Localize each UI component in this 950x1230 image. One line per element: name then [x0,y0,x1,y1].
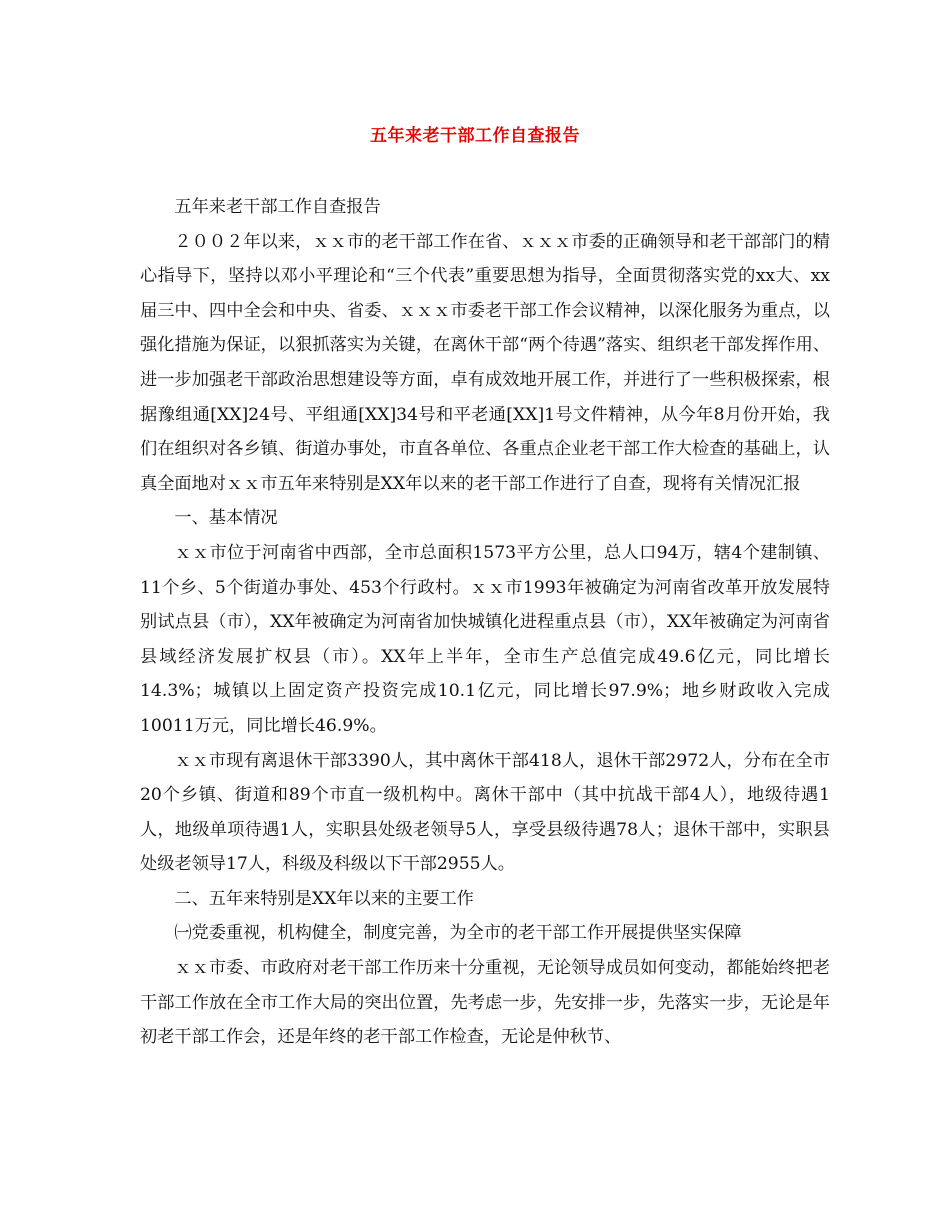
paragraph-city-overview: ｘｘ市位于河南省中西部，全市总面积1573平方公里，总人口94万，辖4个建制镇、11个乡、5个街道办事处、453个行政村。ｘｘ市1993年被确定为河南省改革开放发展特别试点县（市），XX年被确定为河南省加快城镇化进程重点县（市），XX年被确定为河南省县域经济发展扩权县（市）。XX年上半年，全市生产总值完成49.6亿元，同比增长14.3%；城镇以上固定资产投资完成10.1亿元，同比增长97.9%；地乡财政收入完成10011万元，同比增长46.9%。 [140,542,830,736]
subsection-heading-party-attention: ㈠党委重视，机构健全，制度完善，为全市的老干部工作开展提供坚实保障 [174,923,742,944]
section-heading-basic-situation: 一、基本情况 [174,508,278,529]
document-body [140,190,830,1055]
paragraph-heading-repeat: 五年来老干部工作自查报告 [174,197,381,217]
paragraph-retired-cadres: ｘｘ市现有离退休干部3390人，其中离休干部418人，退休干部2972人，分布在全市20个乡镇、街道和89个市直一级机构中。离休干部中（其中抗战干部4人），地级待遇1人，地级单项待遇1人，实职县处级老领导5人，享受县级待遇78人；退休干部中，实职县处级老领导17人，科级及科级以下干部2955人。 [140,750,830,875]
document-title: 五年来老干部工作自查报告 [370,126,580,146]
paragraph-party-attention: ｘｘ市委、市政府对老干部工作历来十分重视，无论领导成员如何变动，都能始终把老干部工作放在全市工作大局的突出位置，先考虑一步，先安排一步，先落实一步，无论是年初老干部工作会，还是年终的老干部工作检查，无论是仲秋节、 [140,958,830,1048]
section-heading-main-work: 二、五年来特别是XX年以来的主要工作 [174,888,474,909]
paragraph-intro: ２００２年以来，ｘｘ市的老干部工作在省、ｘｘｘ市委的正确领导和老干部部门的精心指导下，坚持以邓小平理论和“三个代表”重要思想为指导，全面贯彻落实党的xx大、xx届三中、四中全会和中央、省委、ｘｘｘ市委老干部工作会议精神，以深化服务为重点，以强化措施为保证，以狠抓落实为关键，在离休干部“两个待遇”落实、组织老干部发挥作用、进一步加强老干部政治思想建设等方面，卓有成效地开展工作，并进行了一些积极探索，根据豫组通[XX]24号、平组通[XX]34号和平老通[XX]1号文件精神，从今年8月份开始，我们在组织对各乡镇、街道办事处，市直各单位、各重点企业老干部工作大检查的基础上，认真全面地对ｘｘ市五年来特别是XX年以来的老干部工作进行了自查，现将有关情况汇报 [140,231,830,494]
